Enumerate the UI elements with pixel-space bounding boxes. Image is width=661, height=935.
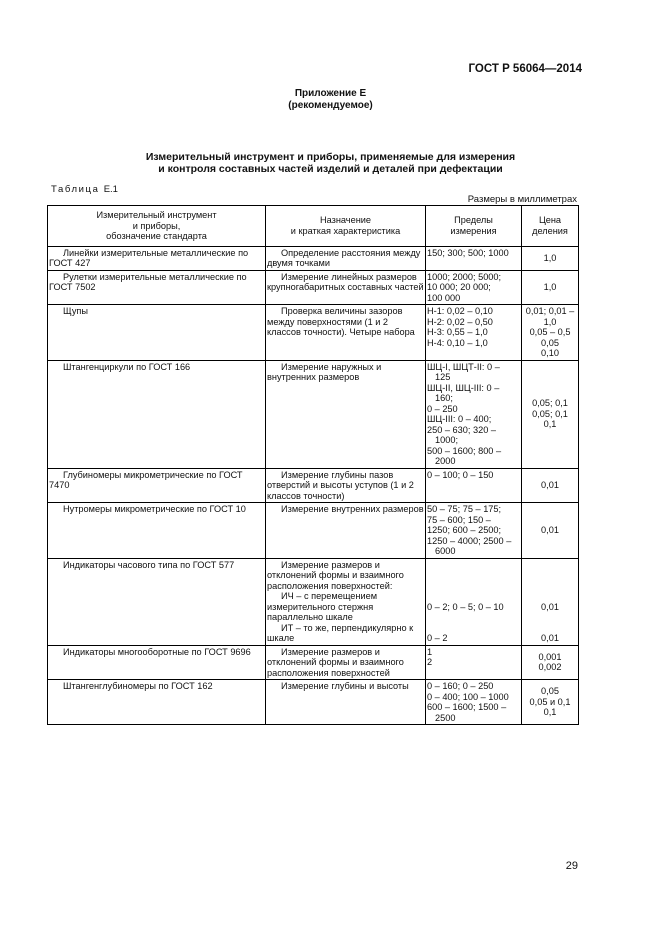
cell-instrument: Линейки измерительные металлические по ГОСТ 427: [48, 246, 266, 270]
cell-limits: 0 – 100; 0 – 150: [426, 468, 522, 503]
table-row: [48, 305, 579, 361]
cell-limits: Н-1: 0,02 – 0,10 Н-2: 0,02 – 0,50 Н-3: 0,55 – 1,0 Н-4: 0,10 – 1,0: [426, 305, 522, 361]
title-line: и контроля составных частей изделий и деталей при дефектации: [158, 163, 503, 175]
cell-instrument: Щупы: [48, 305, 266, 361]
table-header-row: [48, 206, 579, 247]
cell-instrument: Индикаторы многооборотные по ГОСТ 9696: [48, 645, 266, 680]
title-line: Измерительный инструмент и приборы, применяемые для измерения: [145, 151, 516, 163]
table-label: [51, 184, 118, 195]
table-row: [48, 360, 579, 468]
cell-limits: 0 – 160; 0 – 250 0 – 400; 100 – 1000 600 – 1600; 1500 – 2500: [426, 680, 522, 725]
cell-purpose: Проверка величины зазоров между поверхностями (1 и 2 классов точности). Четыре набора: [266, 305, 426, 361]
cell-division: 0,05; 0,1 0,05; 0,1 0,1: [522, 360, 579, 468]
header-division: Цена деления: [522, 206, 579, 247]
header-purpose: Назначение и краткая характеристика: [266, 206, 426, 247]
table-label-number: Е.1: [103, 184, 118, 195]
table-row: [48, 468, 579, 503]
page-title: [0, 151, 661, 175]
cell-division: 0,05 0,05 и 0,1 0,1: [522, 680, 579, 725]
cell-purpose: Измерение размеров и отклонений формы и взаимного расположения поверхностей: [266, 645, 426, 680]
cell-purpose: Определение расстояния между двумя точками: [266, 246, 426, 270]
units-note: Размеры в миллиметрах: [467, 194, 577, 205]
document-standard-number: ГОСТ Р 56064—2014: [468, 63, 582, 75]
table-row: [48, 645, 579, 680]
cell-instrument: Глубиномеры микрометрические по ГОСТ 7470: [48, 468, 266, 503]
cell-purpose: Измерение наружных и внутренних размеров: [266, 360, 426, 468]
table-row: [48, 246, 579, 270]
cell-division: 1,0: [522, 270, 579, 305]
cell-limits: 1000; 2000; 5000; 10 000; 20 000; 100 000: [426, 270, 522, 305]
header-instrument: Измерительный инструмент и приборы, обозначение стандарта: [48, 206, 266, 247]
cell-division: 0,01 0,01: [522, 558, 579, 645]
cell-limits: ШЦ-I, ШЦТ-II: 0 – 125 ШЦ-II, ШЦ-III: 0 – 160; 0 – 250 ШЦ-III: 0 – 400; 250 – 630; 320 – 1000; 500 – 1600; 800 – 2000: [426, 360, 522, 468]
cell-instrument: Нутромеры микрометрические по ГОСТ 10: [48, 503, 266, 559]
cell-division: 1,0: [522, 246, 579, 270]
cell-purpose: Измерение внутренних размеров: [266, 503, 426, 559]
annex-subtitle: (рекомендуемое): [288, 100, 373, 111]
cell-purpose: Измерение линейных размеров крупногабаритных составных частей: [266, 270, 426, 305]
cell-division: 0,01: [522, 503, 579, 559]
cell-limits: 0 – 2; 0 – 5; 0 – 10 0 – 2: [426, 558, 522, 645]
cell-division: 0,01: [522, 468, 579, 503]
table-row: [48, 270, 579, 305]
table-row: [48, 503, 579, 559]
cell-instrument: Рулетки измерительные металлические по ГОСТ 7502: [48, 270, 266, 305]
cell-limits: 50 – 75; 75 – 175; 75 – 600; 150 – 1250; 600 – 2500; 1250 – 4000; 2500 – 6000: [426, 503, 522, 559]
cell-purpose: Измерение глубины и высоты: [266, 680, 426, 725]
cell-division: 0,01; 0,01 – 1,0 0,05 – 0,5 0,05 0,10: [522, 305, 579, 361]
cell-instrument: Штангенглубиномеры по ГОСТ 162: [48, 680, 266, 725]
cell-purpose: Измерение глубины пазов отверстий и высоты уступов (1 и 2 классов точности): [266, 468, 426, 503]
header-limits: Пределы измерения: [426, 206, 522, 247]
cell-limits: 1 2: [426, 645, 522, 680]
cell-limits: 150; 300; 500; 1000: [426, 246, 522, 270]
cell-division: 0,001 0,002: [522, 645, 579, 680]
annex-title: Приложение Е: [294, 88, 367, 99]
table-row: [48, 680, 579, 725]
cell-instrument: Штангенциркули по ГОСТ 166: [48, 360, 266, 468]
instruments-table: [47, 205, 579, 725]
cell-instrument: Индикаторы часового типа по ГОСТ 577: [48, 558, 266, 645]
table-row: [48, 558, 579, 645]
page-number: 29: [565, 860, 578, 872]
table-label-word: Таблица: [51, 184, 100, 195]
cell-purpose: Измерение размеров и отклонений формы и взаимного расположения поверхностей: ИЧ – с перемещением измерительного стержня параллельно шкале ИТ – то же, перпендикулярно к шкале: [266, 558, 426, 645]
